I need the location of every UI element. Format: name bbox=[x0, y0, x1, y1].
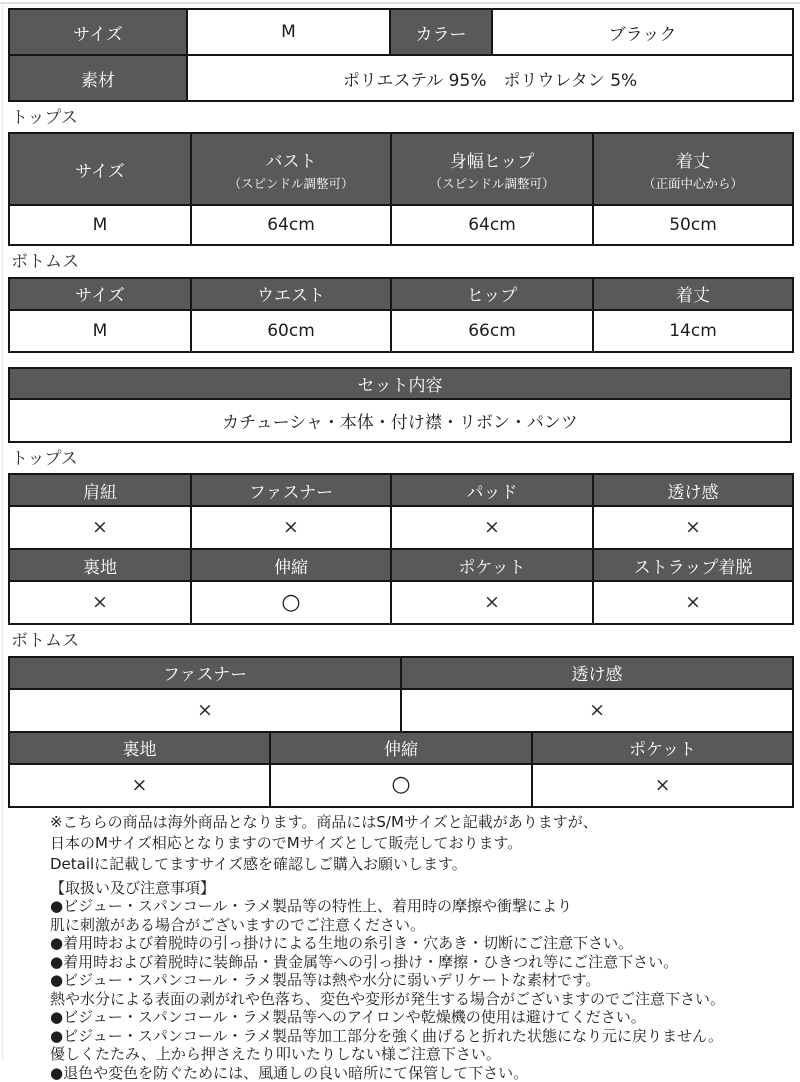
bottoms-size-col-header: サイズ bbox=[9, 278, 191, 310]
bottoms-length-header-cell: 着丈 bbox=[593, 278, 793, 310]
tops-lining-header: 裏地 bbox=[9, 549, 191, 581]
tops-size-value: M bbox=[9, 205, 191, 245]
bottoms-features-table bbox=[8, 656, 794, 808]
set-contents-header: セット内容 bbox=[9, 368, 791, 399]
bottoms-pocket-value: × bbox=[532, 764, 793, 807]
note-intro-line: 日本のMサイズ相応となりますのでMサイズとして販売しております。 bbox=[50, 833, 523, 852]
tops-features-table bbox=[8, 473, 794, 625]
bottoms-size-section-label: ボトムス bbox=[11, 252, 79, 273]
hip-value: 66cm bbox=[391, 310, 593, 352]
tops-size-col-header: サイズ bbox=[9, 133, 191, 205]
tops-fastener-value: × bbox=[191, 506, 391, 549]
tops-lining-value: × bbox=[9, 581, 191, 624]
pad-header: パッド bbox=[391, 474, 593, 506]
material-value-cell: ポリエステル 95% ポリウレタン 5% bbox=[187, 55, 793, 101]
width-hip-header-sub: （スピンドル調整可） bbox=[429, 175, 555, 191]
set-contents-value: カチューシャ・本体・付け襟・リボン・パンツ bbox=[9, 399, 791, 442]
color-header-cell: カラー bbox=[390, 9, 492, 55]
shoulder-strap-header: 肩紐 bbox=[9, 474, 191, 506]
set-contents-table bbox=[8, 367, 792, 443]
caution-line: ●着用時および着脱時の引っ掛けによる生地の糸引き・穴あき・切断にご注意下さい。 bbox=[50, 934, 634, 953]
bottoms-stretch-header: 伸縮 bbox=[270, 732, 532, 764]
material-header-cell: 素材 bbox=[9, 55, 187, 101]
caution-line: 肌に刺激がある場合がございますのでご注意ください。 bbox=[50, 915, 426, 934]
bottoms-lining-header: 裏地 bbox=[9, 732, 270, 764]
size-header-cell: サイズ bbox=[9, 9, 187, 55]
width-hip-header-cell bbox=[391, 133, 593, 205]
caution-line: ●着用時および着脱時に装飾品・貴金属等への引っ掛け・摩擦・ひきつれ等にご注意下さい。 bbox=[50, 952, 679, 971]
length-header-cell bbox=[593, 133, 793, 205]
waist-header-cell: ウエスト bbox=[191, 278, 391, 310]
bottoms-features-section-label: ボトムス bbox=[11, 631, 79, 652]
tops-pocket-value: × bbox=[391, 581, 593, 624]
bust-header-cell bbox=[191, 133, 391, 205]
shoulder-strap-value: × bbox=[9, 506, 191, 549]
note-intro-line: ※こちらの商品は海外商品となります。商品にはS/Mサイズと記載がありますが、 bbox=[50, 812, 598, 831]
caution-line: ●ビジュー・スパンコール・ラメ製品等の特性上、着用時の摩擦や衝撃により bbox=[50, 897, 573, 916]
caution-line: ●ビジュー・スパンコール・ラメ製品等加工部分を強く曲げると折れた状態になり元に戻りません。 bbox=[50, 1026, 723, 1045]
caution-line: ●退色や変色を防ぐためには、風通しの良い暗所にて保管して下さい。 bbox=[50, 1063, 529, 1082]
hip-header-cell: ヒップ bbox=[391, 278, 593, 310]
bottoms-lining-value: × bbox=[9, 764, 270, 807]
width-hip-header-main: 身幅ヒップ bbox=[449, 151, 535, 172]
spacer bbox=[8, 353, 792, 367]
waist-value: 60cm bbox=[191, 310, 391, 352]
tops-width-hip-value: 64cm bbox=[391, 205, 593, 245]
tops-stretch-value: ○ bbox=[191, 581, 391, 624]
bottoms-length-value: 14cm bbox=[593, 310, 793, 352]
tops-features-section-label: トップス bbox=[11, 448, 78, 469]
tops-pocket-header: ポケット bbox=[391, 549, 593, 581]
tops-size-section-label: トップス bbox=[11, 108, 78, 128]
note-intro-line: Detailに記載してますサイズ感を確認しご購入お願いします。 bbox=[50, 854, 467, 873]
bottoms-size-value: M bbox=[9, 310, 191, 352]
color-value-cell: ブラック bbox=[492, 9, 793, 55]
tops-sheerness-header: 透け感 bbox=[593, 474, 793, 506]
bottoms-stretch-value: ○ bbox=[270, 764, 532, 807]
caution-line: ●ビジュー・スパンコール・ラメ製品等は熱や水分に弱いデリケートな素材です。 bbox=[50, 971, 601, 990]
strap-detachable-header: ストラップ着脱 bbox=[593, 549, 793, 581]
top-divider bbox=[0, 2, 800, 4]
tops-size-table bbox=[8, 132, 794, 246]
tops-bust-value: 64cm bbox=[191, 205, 391, 245]
spec-table bbox=[8, 8, 794, 102]
bust-header-sub: （スピンドル調整可） bbox=[228, 175, 354, 191]
bottoms-pocket-header: ポケット bbox=[532, 732, 793, 764]
bust-header-main: バスト bbox=[265, 151, 317, 172]
notes-section bbox=[50, 812, 792, 1082]
size-value-cell: M bbox=[187, 9, 390, 55]
caution-line: 熱や水分による表面の剥がれや色落ち、変色や変形が発生する場合がございますのでご注意下さい。 bbox=[50, 989, 726, 1008]
bottoms-fastener-header: ファスナー bbox=[9, 657, 401, 689]
caution-section bbox=[50, 879, 792, 1082]
left-divider bbox=[2, 4, 3, 1060]
tops-stretch-header: 伸縮 bbox=[191, 549, 391, 581]
strap-detachable-value: × bbox=[593, 581, 793, 624]
length-header-main: 着丈 bbox=[676, 151, 710, 172]
bottoms-size-table bbox=[8, 277, 794, 353]
tops-fastener-header: ファスナー bbox=[191, 474, 391, 506]
length-header-sub: （正面中心から） bbox=[642, 175, 743, 191]
caution-line: ●ビジュー・スパンコール・ラメ製品等へのアイロンや乾燥機の使用は避けてください。 bbox=[50, 1008, 646, 1027]
caution-line: 優しくたたみ、上から押さえたり叩いたりしない様ご注意下さい。 bbox=[50, 1045, 501, 1064]
caution-title: 【取扱い及び注意事項】 bbox=[50, 878, 216, 897]
bottoms-sheerness-header: 透け感 bbox=[401, 657, 793, 689]
tops-sheerness-value: × bbox=[593, 506, 793, 549]
pad-value: × bbox=[391, 506, 593, 549]
tops-length-value: 50cm bbox=[593, 205, 793, 245]
bottoms-sheerness-value: × bbox=[401, 689, 793, 732]
bottoms-fastener-value: × bbox=[9, 689, 401, 732]
